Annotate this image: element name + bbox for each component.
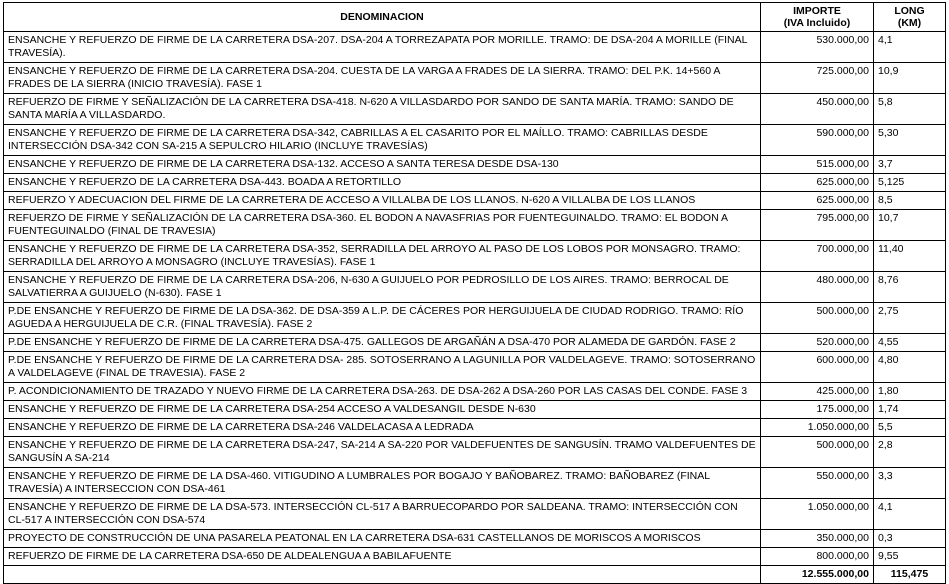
header-long-line1: LONG (894, 5, 925, 17)
table-row (4, 192, 946, 210)
importe-cell: 700.000,00 (761, 241, 874, 272)
long-cell: 8,76 (874, 272, 946, 303)
table-row (4, 468, 946, 499)
denominacion-cell: ENSANCHE Y REFUERZO DE FIRME DE LA CARRETERA DSA-254 ACCESO A VALDESANGIL DESDE N-630 (4, 401, 761, 419)
importe-cell: 175.000,00 (761, 401, 874, 419)
long-cell: 3,7 (874, 156, 946, 174)
table-row (4, 530, 946, 548)
long-cell: 9,55 (874, 548, 946, 566)
denominacion-cell: P. ACONDICIONAMIENTO DE TRAZADO Y NUEVO FIRME DE LA CARRETERA DSA-263. DE DSA-262 A DSA-260 POR LAS CASAS DEL CONDE. FASE 3 (4, 383, 761, 401)
importe-cell: 515.000,00 (761, 156, 874, 174)
denominacion-cell: REFUERZO DE FIRME Y SEÑALIZACIÓN DE LA CARRETERA DSA-418. N-620 A VILLASDARDO POR SANDO DE SANTA MARÍA. TRAMO: SANDO DE SANTA MARÍA A VILLASDARDO. (4, 94, 761, 125)
denominacion-cell: PROYECTO DE CONSTRUCCIÓN DE UNA PASARELA PEATONAL EN LA CARRETERA DSA-631 CASTELLANOS DE MORISCOS A MORISCOS (4, 530, 761, 548)
long-cell: 4,55 (874, 334, 946, 352)
header-long-line2: (KM) (897, 17, 922, 29)
long-cell: 5,5 (874, 419, 946, 437)
table-row (4, 210, 946, 241)
long-cell: 11,40 (874, 241, 946, 272)
denominacion-cell: ENSANCHE Y REFUERZO DE FIRME DE LA CARRETERA DSA-132. ACCESO A SANTA TERESA DESDE DSA-130 (4, 156, 761, 174)
table-row (4, 334, 946, 352)
table-row (4, 303, 946, 334)
header-denominacion: DENOMINACION (4, 3, 761, 32)
denominacion-cell: REFUERZO Y ADECUACION DEL FIRME DE LA CARRETERA DE ACCESO A VILLALBA DE LOS LLANOS. N-620 A VILLALBA DE LOS LLANOS (4, 192, 761, 210)
importe-cell: 725.000,00 (761, 63, 874, 94)
denominacion-cell: ENSANCHE Y REFUERZO DE FIRME DE LA CARRETERA DSA-207. DSA-204 A TORREZAPATA POR MORILLE. TRAMO: DE DSA-204 A MORILLE (FINAL TRAVESÍA). (4, 32, 761, 63)
header-importe (761, 3, 874, 32)
importe-cell: 500.000,00 (761, 303, 874, 334)
table-row (4, 125, 946, 156)
header-importe-line1: IMPORTE (793, 5, 841, 17)
importe-cell: 425.000,00 (761, 383, 874, 401)
denominacion-cell: P.DE ENSANCHE Y REFUERZO DE FIRME DE LA DSA-362. DE DSA-359 A L.P. DE CÁCERES POR HERGUIJUELA DE CIUDAD RODRIGO. TRAMO: RÍO AGUEDA A HERGUIJUELA DE C.R. (FINAL TRAVESÍA). FASE 2 (4, 303, 761, 334)
importe-cell: 350.000,00 (761, 530, 874, 548)
denominacion-cell: REFUERZO DE FIRME Y SEÑALIZACIÓN DE LA CARRETERA DSA-360. EL BODON A NAVASFRIAS POR FUENTEGUINALDO. TRAMO: EL BODON A FUENTEGUINALDO (FINAL DE TRAVESIA) (4, 210, 761, 241)
long-cell: 8,5 (874, 192, 946, 210)
long-cell: 4,1 (874, 32, 946, 63)
denominacion-cell: P.DE ENSANCHE Y REFUERZO DE FIRME DE LA CARRETERA DSA- 285. SOTOSERRANO A LAGUNILLA POR VALDELAGEVE. TRAMO: SOTOSERRANO A VALDELAGEVE (FINAL DE TRAVESIA). FASE 2 (4, 352, 761, 383)
importe-cell: 1.050.000,00 (761, 499, 874, 530)
importe-cell: 520.000,00 (761, 334, 874, 352)
table-row (4, 419, 946, 437)
importe-cell: 590.000,00 (761, 125, 874, 156)
header-long (874, 3, 946, 32)
long-cell: 2,75 (874, 303, 946, 334)
long-cell: 1,80 (874, 383, 946, 401)
long-cell: 5,125 (874, 174, 946, 192)
table-row (4, 32, 946, 63)
denominacion-cell: ENSANCHE Y REFUERZO DE FIRME DE LA CARRETERA DSA-206, N-630 A GUIJUELO POR PEDROSILLO DE LOS AIRES. TRAMO: BERROCAL DE SALVATIERRA A GUIJUELO (N-630). FASE 1 (4, 272, 761, 303)
table-row (4, 352, 946, 383)
total-importe: 12.555.000,00 (761, 566, 874, 584)
total-long: 115,475 (874, 566, 946, 584)
denominacion-cell: ENSANCHE Y REFUERZO DE FIRME DE LA CARRETERA DSA-247, SA-214 A SA-220 POR VALDEFUENTES DE SANGUSÍN. TRAMO VALDEFUENTES DE SANGUSÍN A SA-214 (4, 437, 761, 468)
importe-cell: 480.000,00 (761, 272, 874, 303)
denominacion-cell: ENSANCHE Y REFUERZO DE LA CARRETERA DSA-443. BOADA A RETORTILLO (4, 174, 761, 192)
importe-cell: 600.000,00 (761, 352, 874, 383)
header-row (4, 3, 946, 32)
table-row (4, 174, 946, 192)
denominacion-cell: ENSANCHE Y REFUERZO DE FIRME DE LA DSA-460. VITIGUDINO A LUMBRALES POR BOGAJO Y BAÑOBAREZ. TRAMO: BAÑOBAREZ (FINAL TRAVESÍA) A INTERSECCION CON DSA-461 (4, 468, 761, 499)
table-body (4, 32, 946, 566)
denominacion-cell: ENSANCHE Y REFUERZO DE FIRME DE LA CARRETERA DSA-352, SERRADILLA DEL ARROYO AL PASO DE LOS LOBOS POR MONSAGRO. TRAMO: SERRADILLA DEL ARROYO A MONSAGRO (INCLUYE TRAVESÍAS). FASE 1 (4, 241, 761, 272)
long-cell: 4,80 (874, 352, 946, 383)
long-cell: 10,7 (874, 210, 946, 241)
totals-row (4, 566, 946, 584)
table-row (4, 272, 946, 303)
table-row (4, 94, 946, 125)
long-cell: 1,74 (874, 401, 946, 419)
table-row (4, 383, 946, 401)
table-row (4, 437, 946, 468)
table-row (4, 63, 946, 94)
importe-cell: 625.000,00 (761, 192, 874, 210)
long-cell: 10,9 (874, 63, 946, 94)
table-row (4, 499, 946, 530)
importe-cell: 450.000,00 (761, 94, 874, 125)
denominacion-cell: ENSANCHE Y REFUERZO DE FIRME DE LA CARRETERA DSA-246 VALDELACASA A LEDRADA (4, 419, 761, 437)
roads-budget-table (3, 2, 946, 584)
importe-cell: 500.000,00 (761, 437, 874, 468)
importe-cell: 625.000,00 (761, 174, 874, 192)
importe-cell: 795.000,00 (761, 210, 874, 241)
importe-cell: 530.000,00 (761, 32, 874, 63)
header-importe-line2: (IVA Incluido) (783, 17, 851, 29)
denominacion-cell: ENSANCHE Y REFUERZO DE FIRME DE LA CARRETERA DSA-204. CUESTA DE LA VARGA A FRADES DE LA SIERRA. TRAMO: DEL P.K. 14+560 A FRADES DE LA SIERRA (INICIO TRAVESÍA). FASE 1 (4, 63, 761, 94)
denominacion-cell: REFUERZO DE FIRME DE LA CARRETERA DSA-650 DE ALDEALENGUA A BABILAFUENTE (4, 548, 761, 566)
long-cell: 5,30 (874, 125, 946, 156)
importe-cell: 800.000,00 (761, 548, 874, 566)
long-cell: 3,3 (874, 468, 946, 499)
long-cell: 4,1 (874, 499, 946, 530)
table-row (4, 241, 946, 272)
long-cell: 5,8 (874, 94, 946, 125)
table-row (4, 156, 946, 174)
denominacion-cell: P.DE ENSANCHE Y REFUERZO DE FIRME DE LA CARRETERA DSA-475. GALLEGOS DE ARGAÑÁN A DSA-470 POR ALAMEDA DE GARDÓN. FASE 2 (4, 334, 761, 352)
denominacion-cell: ENSANCHE Y REFUERZO DE FIRME DE LA DSA-573. INTERSECCIÓN CL-517 A BARRUECOPARDO POR SALDEANA. TRAMO: INTERSECCIÓN CON CL-517 A INTERSECCIÓN CON DSA-574 (4, 499, 761, 530)
table-row (4, 548, 946, 566)
denominacion-cell: ENSANCHE Y REFUERZO DE FIRME DE LA CARRETERA DSA-342, CABRILLAS A EL CASARITO POR EL MAÍLLO. TRAMO: CABRILLAS DESDE INTERSECCIÓN DSA-342 CON SA-215 A SEPULCRO HILARIO (INCLUYE TRAVESÍAS) (4, 125, 761, 156)
importe-cell: 550.000,00 (761, 468, 874, 499)
table-row (4, 401, 946, 419)
importe-cell: 1.050.000,00 (761, 419, 874, 437)
totals-blank-cell (4, 566, 761, 584)
long-cell: 0,3 (874, 530, 946, 548)
long-cell: 2,8 (874, 437, 946, 468)
